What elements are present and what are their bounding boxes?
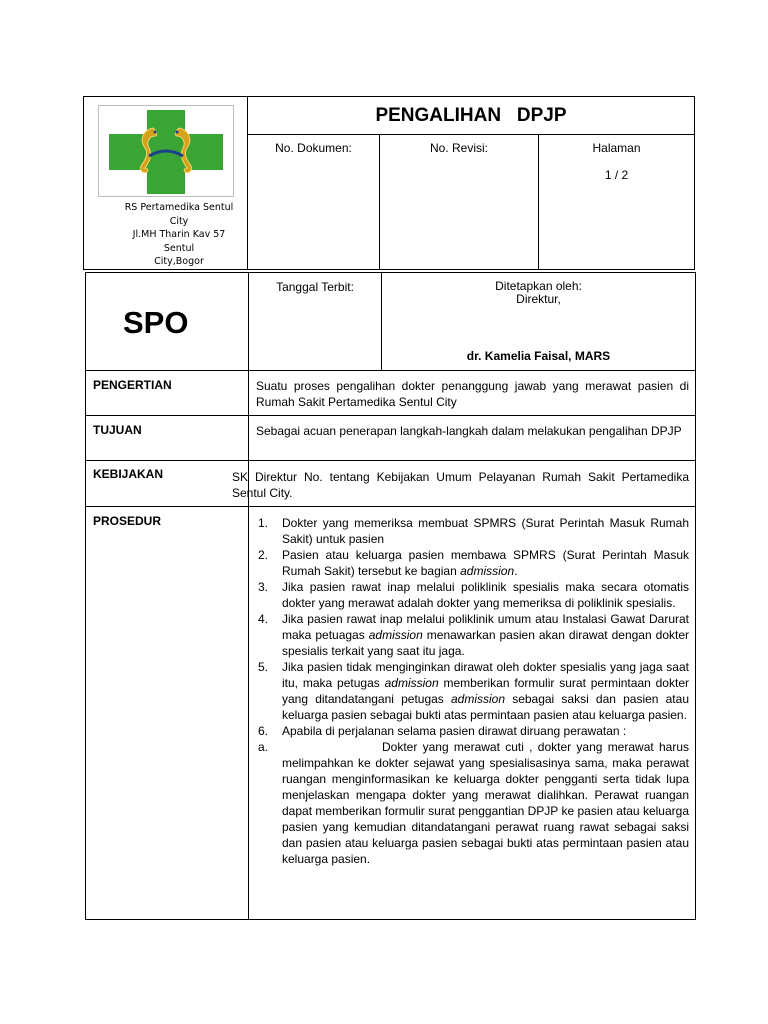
direktur-label: Direktur, bbox=[516, 292, 561, 306]
list-number: 2. bbox=[258, 548, 269, 562]
pengertian-label: PENGERTIAN bbox=[93, 378, 172, 392]
list-text: menawarkan pasien akan dirawat dengan dokter spesialis terkait yang saat itu jaga. bbox=[282, 628, 690, 658]
pengertian-row bbox=[86, 371, 695, 416]
hospital-line: Jl.MH Tharin Kav 57 bbox=[132, 229, 226, 240]
list-item bbox=[256, 579, 689, 611]
list-item bbox=[256, 611, 689, 659]
list-item bbox=[256, 547, 689, 579]
ditetapkan-cell bbox=[382, 273, 695, 370]
hospital-line: City,Bogor bbox=[154, 256, 204, 267]
logo-cell bbox=[84, 97, 248, 269]
list-text: memberikan formulir surat permintaan dokter yang ditandatangani petugas bbox=[282, 676, 689, 706]
list-number: 3. bbox=[258, 580, 269, 594]
tanggal-terbit-cell bbox=[249, 273, 382, 370]
kebijakan-label-cell bbox=[86, 461, 249, 506]
list-item bbox=[256, 723, 689, 739]
list-text: sebagai saksi dan pasien atau keluarga pasien sebagai bukti atas permintaan pasien atau keluarga pasien. bbox=[282, 692, 689, 722]
prosedur-label-cell bbox=[86, 507, 249, 919]
list-text-italic: admission bbox=[384, 676, 439, 690]
no-revisi-cell bbox=[380, 134, 539, 269]
document-header bbox=[83, 96, 695, 270]
list-item bbox=[256, 515, 689, 547]
list-text-italic: admission bbox=[368, 628, 423, 642]
no-dokumen-cell bbox=[248, 134, 380, 269]
prosedur-list bbox=[256, 515, 689, 867]
list-item bbox=[256, 659, 689, 723]
prosedur-label: PROSEDUR bbox=[93, 514, 162, 528]
hospital-line: Sentul bbox=[163, 242, 195, 254]
no-dokumen-label: No. Dokumen: bbox=[275, 141, 352, 155]
pengertian-label-cell bbox=[86, 371, 249, 415]
document-title: PENGALIHAN DPJP bbox=[248, 97, 694, 135]
sub-list-text: Dokter yang merawat cuti , dokter yang merawat harus melimpahkan ke dokter sejawat yang spesialisasinya sama, maka perawat ruangan menginformasikan ke keluarga dokter pengganti serta tidak lupa menjelaskan mengapa dokter yang merawat dialihkan. Perawat ruangan dapat memberikan formulir surat penggantian DPJP ke pasien atau keluarga pasien yang kemudian ditandatangani perawat ruang rawat sebagai saksi dan pasien atau keluarga pasien sebagai bukti atas permintaan pasien atau keluarga pasien. bbox=[282, 740, 689, 866]
hospital-line: City bbox=[169, 215, 189, 227]
list-text: Pasien atau keluarga pasien membawa SPMRS (Surat Perintah Masuk Rumah Sakit) tersebut ke bagian bbox=[282, 548, 689, 578]
list-text-italic: admission bbox=[450, 692, 506, 706]
signer-name: dr. Kamelia Faisal, MARS bbox=[466, 349, 611, 363]
list-number: 5. bbox=[258, 660, 269, 674]
pengertian-text: Suatu proses pengalihan dokter penanggung jawab yang merawat pasien di Rumah Sakit Pertamedika Sentul City bbox=[256, 379, 689, 409]
list-number: 1. bbox=[258, 516, 269, 530]
spo-label: SPO bbox=[123, 305, 189, 340]
list-text: Jika pasien rawat inap melalui poliklinik spesialis maka secara otomatis dokter yang merawat adalah dokter yang memeriksa di poliklinik spesialis. bbox=[282, 580, 689, 610]
spo-label-cell bbox=[86, 273, 249, 370]
halaman-cell bbox=[539, 134, 694, 269]
list-text: Jika pasien rawat inap melalui poliklinik umum atau Instalasi Gawat Darurat maka petuagas bbox=[282, 612, 689, 642]
kebijakan-text: SK Direktur No. tentang Kebijakan Umum Pelayanan Rumah Sakit Pertamedika Sentul City. bbox=[232, 470, 689, 500]
spo-table bbox=[85, 272, 696, 920]
list-text: Jika pasien tidak menginginkan dirawat oleh dokter spesialis yang jaga saat itu, maka petugas bbox=[282, 660, 689, 690]
spo-row bbox=[86, 273, 695, 371]
kebijakan-label: KEBIJAKAN bbox=[93, 467, 164, 481]
halaman-value: 1 / 2 bbox=[604, 168, 629, 182]
list-number: 4. bbox=[258, 612, 269, 626]
seahorse-cross-logo-icon bbox=[109, 110, 223, 194]
tujuan-text: Sebagai acuan penerapan langkah-langkah dalam melakukan pengalihan DPJP bbox=[256, 424, 682, 438]
prosedur-row bbox=[86, 507, 695, 919]
hospital-address bbox=[104, 201, 254, 269]
sub-list-item bbox=[256, 739, 689, 867]
halaman-label: Halaman bbox=[592, 141, 641, 155]
list-text-italic: admission bbox=[460, 564, 515, 578]
tanggal-terbit-label: Tanggal Terbit: bbox=[276, 280, 354, 294]
list-number: 6. bbox=[258, 724, 269, 738]
tujuan-label-cell bbox=[86, 416, 249, 460]
list-text: Dokter yang memeriksa membuat SPMRS (Surat Perintah Masuk Rumah Sakit) untuk pasien bbox=[282, 516, 689, 546]
list-text: Apabila di perjalanan selama pasien dirawat diruang perawatan : bbox=[282, 724, 627, 738]
tujuan-label: TUJUAN bbox=[93, 423, 142, 437]
hospital-logo bbox=[98, 105, 234, 197]
sub-list-number: a. bbox=[258, 740, 269, 754]
ditetapkan-label: Ditetapkan oleh: bbox=[495, 279, 582, 293]
no-revisi-label: No. Revisi: bbox=[429, 141, 488, 155]
list-text: . bbox=[514, 564, 518, 578]
tujuan-row bbox=[86, 416, 695, 461]
hospital-line: RS Pertamedika Sentul bbox=[124, 202, 234, 213]
kebijakan-row bbox=[86, 461, 695, 507]
